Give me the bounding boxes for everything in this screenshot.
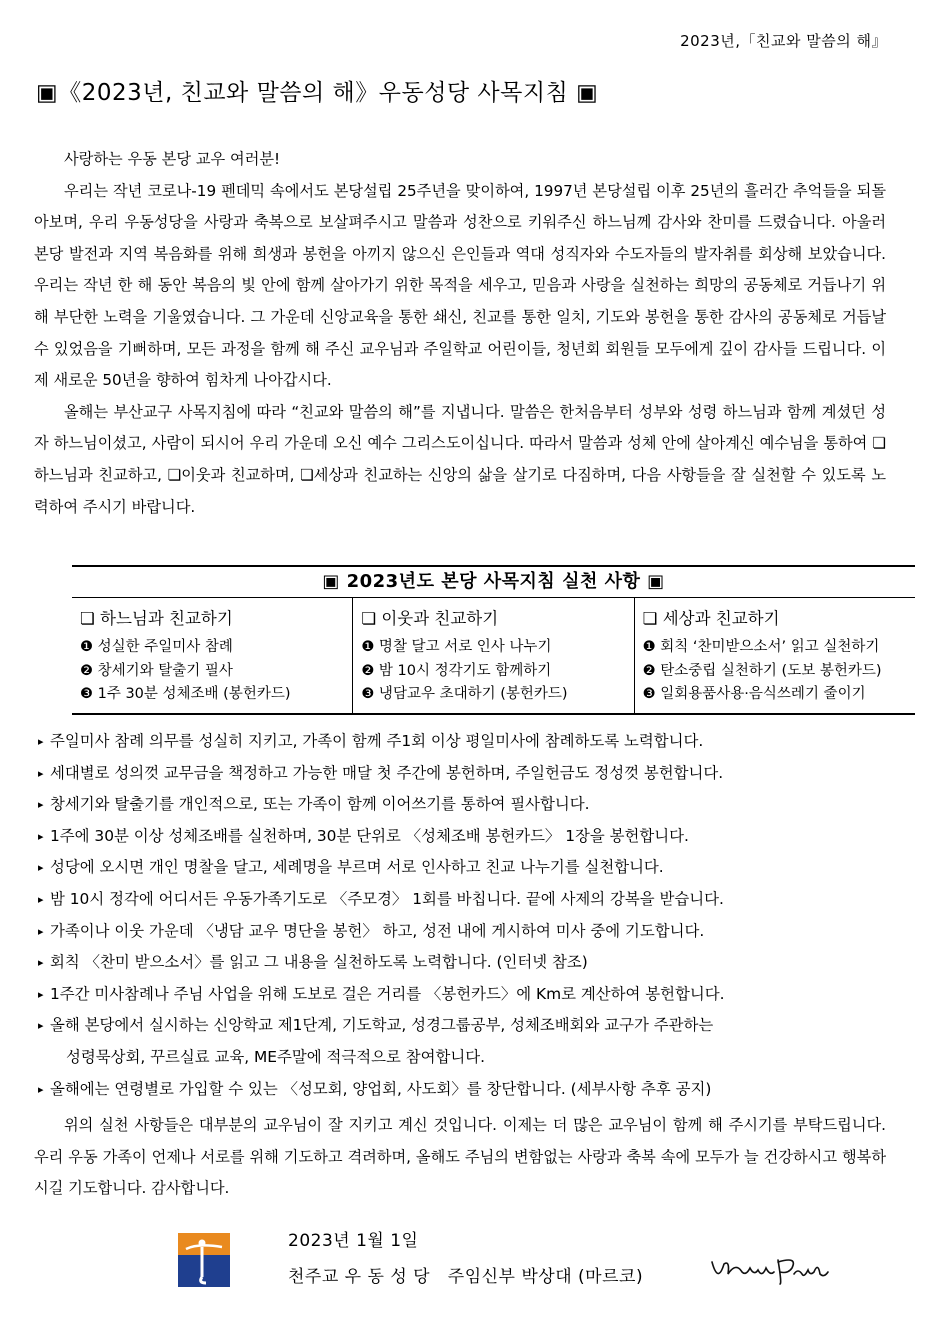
bullet-marker: ▸ bbox=[38, 861, 44, 875]
list-item: ▸ 1주에 30분 이상 성체조배를 실천하며, 30분 단위로 〈성체조배 봉헌카드〉 1장을 봉헌합니다. bbox=[38, 821, 898, 853]
list-item: ▸ 세대별로 성의껏 교무금을 책정하고 가능한 매달 첫 주간에 봉헌하며, 주일헌금도 정성껏 봉헌합니다. bbox=[38, 758, 898, 790]
list-item: ▸ 창세기와 탈출기를 개인적으로, 또는 가족이 함께 이어쓰기를 통하여 필사합니다. bbox=[38, 789, 898, 821]
list-item: ▸ 올해에는 연령별로 가입할 수 있는 〈성모회, 양업회, 사도회〉를 창단합니다. (세부사항 추후 공지) bbox=[38, 1074, 898, 1106]
handwritten-signature bbox=[708, 1254, 832, 1288]
practice-column-god bbox=[72, 598, 353, 713]
list-item: ▸ 올해 본당에서 실시하는 신앙학교 제1단계, 기도학교, 성경그룹공부, 성체조배회와 교구가 주관하는 bbox=[38, 1010, 898, 1042]
column-heading: ❏ 세상과 친교하기 bbox=[642, 609, 780, 628]
list-item: ▸ 성당에 오시면 개인 명찰을 달고, 세례명을 부르며 서로 인사하고 친교 나누기를 실천합니다. bbox=[38, 852, 898, 884]
practice-column-world bbox=[635, 598, 915, 713]
column-item: ❸ 냉담교우 초대하기 (봉헌카드) bbox=[361, 686, 568, 702]
document-date: 2023년 1월 1일 bbox=[288, 1231, 419, 1251]
list-item: ▸ 회칙 〈찬미 받으소서〉를 읽고 그 내용을 실천하도록 노력합니다. (인터넷 참조) bbox=[38, 947, 898, 979]
bullet-marker: ▸ bbox=[38, 924, 44, 938]
practice-table bbox=[72, 565, 915, 715]
parish-logo-icon bbox=[178, 1233, 230, 1287]
list-item: ▸ 밤 10시 정각에 어디서든 우동가족기도로 〈주모경〉 1회를 바칩니다. 끝에 사제의 강복을 받습니다. bbox=[38, 884, 898, 916]
intro-text bbox=[34, 144, 886, 523]
bullet-marker: ▸ bbox=[38, 1082, 44, 1096]
bullet-marker: ▸ bbox=[38, 987, 44, 1001]
list-item-continuation: 성령묵상회, 꾸르실료 교육, ME주말에 적극적으로 참여합니다. bbox=[66, 1047, 485, 1066]
page-title: ▣《2023년, 친교와 말씀의 해》우동성당 사목지침 ▣ bbox=[36, 80, 599, 106]
column-item: ❷ 창세기와 탈출기 필사 bbox=[80, 662, 233, 679]
closing-text bbox=[34, 1110, 886, 1205]
column-heading: ❏ 하느님과 친교하기 bbox=[80, 609, 233, 628]
column-item: ❶ 회칙 ‘찬미받으소서’ 읽고 실천하기 bbox=[642, 639, 880, 655]
bullet-marker: ▸ bbox=[38, 766, 44, 780]
practice-column-neighbor bbox=[353, 598, 634, 713]
practice-title: ▣ 2023년도 본당 사목지침 실천 사항 ▣ bbox=[72, 567, 915, 598]
bullet-marker: ▸ bbox=[38, 798, 44, 812]
column-item: ❸ 일회용품사용·음식쓰레기 줄이기 bbox=[642, 686, 866, 702]
list-item: ▸ 1주간 미사참례나 주님 사업을 위해 도보로 걸은 거리를 〈봉헌카드〉에 Km로 계산하여 봉헌합니다. bbox=[38, 979, 898, 1011]
bullet-marker: ▸ bbox=[38, 892, 44, 906]
column-item: ❸ 1주 30분 성체조배 (봉헌카드) bbox=[80, 686, 291, 702]
bullet-marker: ▸ bbox=[38, 829, 44, 843]
list-item: ▸ 가족이나 이웃 가운데 〈냉담 교우 명단을 봉헌〉 하고, 성전 내에 게시하여 미사 중에 기도합니다. bbox=[38, 916, 898, 948]
column-item: ❷ 탄소중립 실천하기 (도보 봉헌카드) bbox=[642, 662, 882, 679]
bullet-marker: ▸ bbox=[38, 1019, 44, 1033]
bullet-marker: ▸ bbox=[38, 735, 44, 748]
bullet-marker: ▸ bbox=[38, 956, 44, 970]
greeting: 사랑하는 우동 본당 교우 여러분! bbox=[64, 150, 281, 168]
signature-stroke bbox=[712, 1260, 828, 1284]
column-item: ❶ 명찰 달고 서로 인사 나누기 bbox=[361, 639, 552, 655]
column-heading: ❏ 이웃과 친교하기 bbox=[361, 609, 499, 628]
intro-paragraph-2: 올해는 부산교구 사목지침에 따라 “친교와 말씀의 해”를 지냅니다. 말씀은 한처음부터 성부와 성령 하느님과 함께 계셨던 성자 하느님이셨고, 사람이 되시어 우리 가운데 오신 예수 그리스도이십니다. 따라서 말씀과 성체 안에 살아계신 예수님을 통하여 ❏하느님과 친교하고, ❏이웃과 친교하며, ❏세상과 친교하는 신앙의 삶을 살기로 다짐하며, 다음 사항들을 잘 실천할 수 있도록 노력하여 주시기 바랍니다. bbox=[34, 402, 886, 516]
logo-head bbox=[199, 1240, 206, 1247]
intro-paragraph-1: 우리는 작년 코로나-19 펜데믹 속에서도 본당설립 25주년을 맞이하여, 1997년 본당설립 이후 25년의 흘러간 추억들을 되돌아보며, 우리 우동성당을 사랑과 축복으로 보살펴주시고 말씀과 성찬으로 키워주신 하느님께 감사와 찬미를 드렸습니다. 아울러 본당 발전과 지역 복음화를 위해 희생과 봉헌을 아끼지 않으신 은인들과 역대 성직자와 수도자들의 발자취를 회상해 보았습니다. 우리는 작년 한 해 동안 복음의 빛 안에 함께 살아가기 위한 목적을 세우고, 믿음과 사랑을 실천하는 희망의 공동체로 거듭나기 위해 부단한 노력을 기울였습니다. 그 가운데 신앙교육을 통한 쇄신, 친교를 통한 일치, 기도와 봉헌을 통한 감사의 공동체로 거듭날 수 있었음을 기뻐하며, 모든 과정을 함께 해 주신 교우님과 주일학교 어린이들, 청년회 회원들 모두에게 깊이 감사들 드립니다. 이제 새로운 50년을 향하여 힘차게 나아갑시다. bbox=[34, 181, 886, 390]
closing-paragraph: 위의 실천 사항들은 대부분의 교우님이 잘 지키고 계신 것입니다. 이제는 더 많은 교우님이 함께 해 주시기를 부탁드립니다. 우리 우동 가족이 언제나 서로를 위해 기도하고 격려하며, 올해도 주님의 변함없는 사랑과 축복 속에 모두가 늘 건강하시고 행복하시길 기도합니다. 감사합니다. bbox=[34, 1116, 886, 1198]
bullet-list bbox=[38, 726, 898, 1105]
column-item: ❶ 성실한 주일미사 참례 bbox=[80, 639, 233, 655]
signature-line: 천주교 우 동 성 당 주임신부 박상대 (마르코) bbox=[288, 1267, 644, 1287]
list-item: ▸ 주일미사 참례 의무를 성실히 지키고, 가족이 함께 주1회 이상 평일미사에 참례하도록 노력합니다. bbox=[38, 726, 898, 758]
header-tag: 2023년,「친교와 말씀의 해』 bbox=[680, 32, 887, 50]
column-item: ❷ 밤 10시 정각기도 함께하기 bbox=[361, 662, 552, 679]
